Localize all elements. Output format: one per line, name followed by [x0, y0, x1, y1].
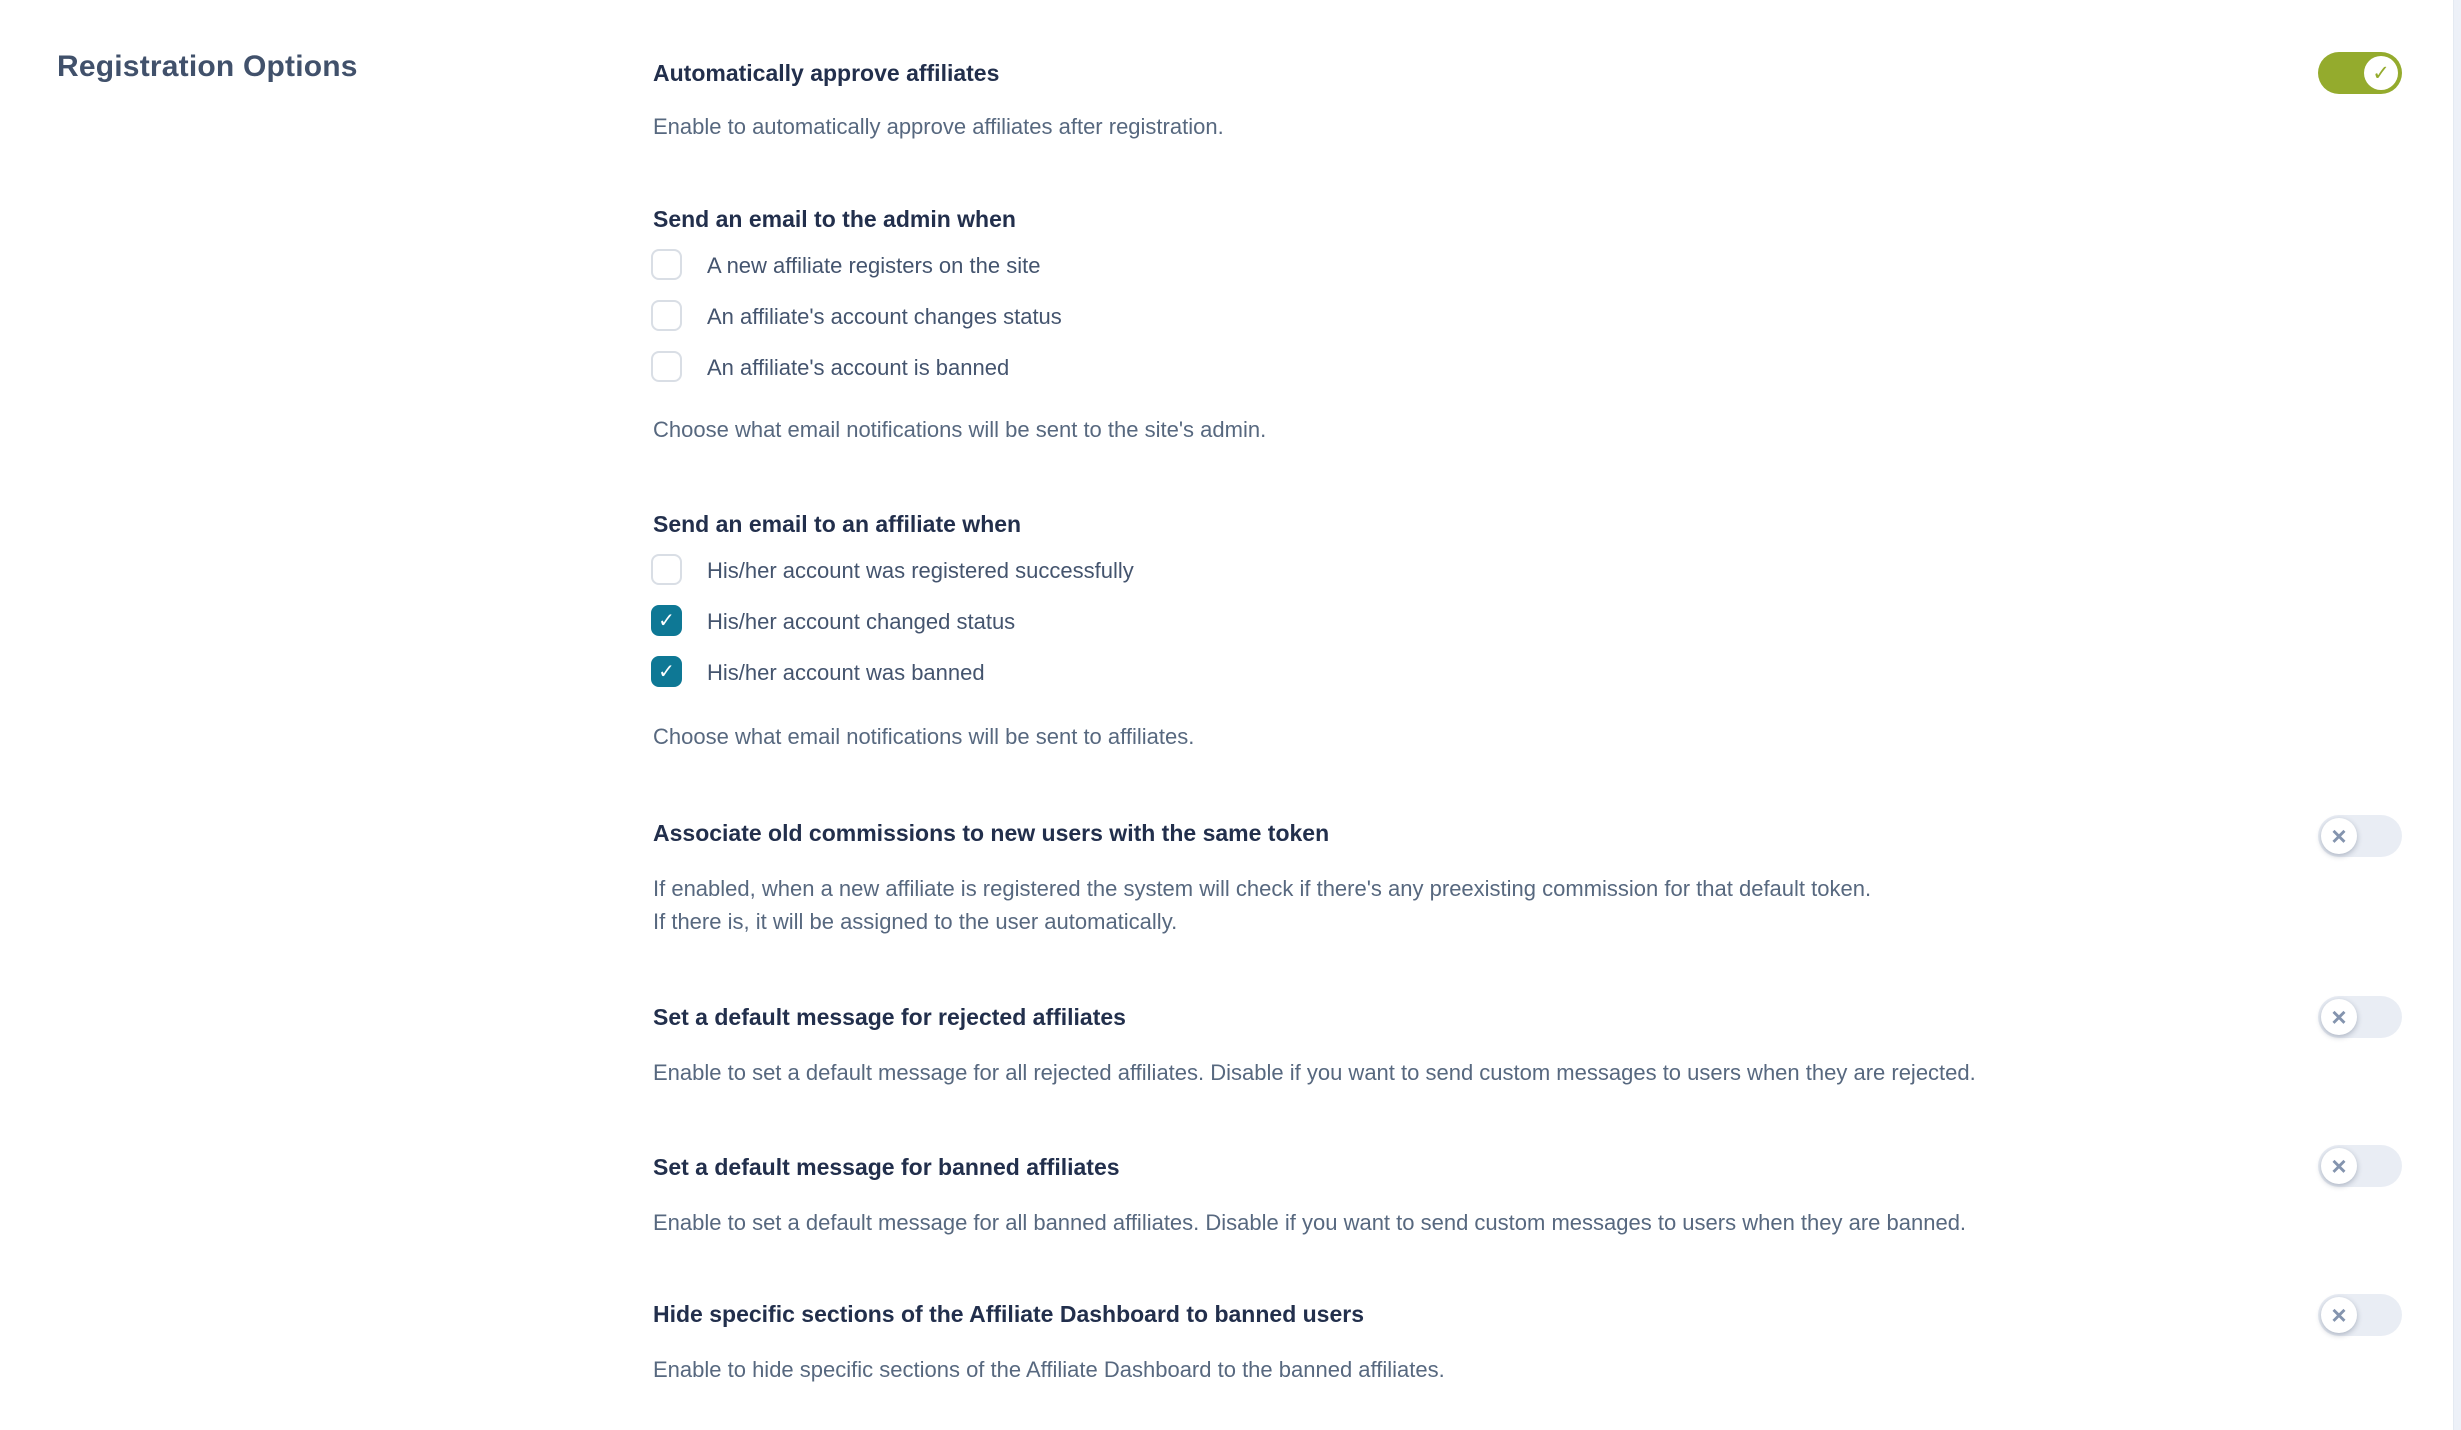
associate-commissions-toggle[interactable] [2318, 815, 2402, 857]
check-icon: ✓ [658, 609, 675, 632]
rejected-message-description: Enable to set a default message for all rejected affiliates. Disable if you want to send custom messages to users when they are rejected. [653, 1060, 1976, 1085]
description-line-1: If enabled, when a new affiliate is registered the system will check if there's any preexisting commission for that default token. [653, 876, 1872, 901]
rejected-message-toggle[interactable] [2318, 996, 2402, 1038]
checkbox-label[interactable]: His/her account was banned [707, 660, 985, 685]
checkbox-account-changes-status[interactable] [651, 300, 682, 331]
associate-commissions-description [653, 872, 1871, 938]
banned-message-title: Set a default message for banned affiliates [653, 1154, 1120, 1180]
toggle-cross-icon: × [2321, 1148, 2357, 1184]
banned-message-toggle[interactable] [2318, 1145, 2402, 1187]
checkbox-changed-status[interactable] [651, 605, 682, 636]
hide-dashboard-title: Hide specific sections of the Affiliate Dashboard to banned users [653, 1301, 1365, 1327]
admin-emails-heading: Send an email to the admin when [653, 206, 1016, 232]
checkbox-registered-successfully[interactable] [651, 554, 682, 585]
checkbox-label[interactable]: An affiliate's account changes status [707, 304, 1062, 329]
hide-dashboard-description: Enable to hide specific sections of the Affiliate Dashboard to the banned affiliates. [653, 1357, 1445, 1382]
toggle-cross-icon: × [2321, 999, 2357, 1035]
check-icon: ✓ [658, 660, 675, 683]
affiliate-emails-heading: Send an email to an affiliate when [653, 511, 1022, 537]
checkbox-account-is-banned[interactable] [651, 351, 682, 382]
checkbox-label[interactable]: His/her account was registered successfully [707, 558, 1134, 583]
rejected-message-title: Set a default message for rejected affiliates [653, 1004, 1126, 1030]
hide-dashboard-toggle[interactable] [2318, 1294, 2402, 1336]
associate-commissions-title: Associate old commissions to new users with the same token [653, 820, 1330, 846]
affiliate-emails-helper: Choose what email notifications will be sent to affiliates. [653, 724, 1195, 749]
checkbox-label[interactable]: An affiliate's account is banned [707, 355, 1010, 380]
admin-emails-helper: Choose what email notifications will be sent to the site's admin. [653, 417, 1267, 442]
banned-message-description: Enable to set a default message for all banned affiliates. Disable if you want to send custom messages to users when they are banned. [653, 1210, 1967, 1235]
checkbox-label[interactable]: His/her account changed status [707, 609, 1016, 634]
checkbox-label[interactable]: A new affiliate registers on the site [707, 253, 1041, 278]
auto-approve-title: Automatically approve affiliates [653, 60, 1000, 86]
page-title: Registration Options [57, 50, 358, 83]
auto-approve-toggle[interactable] [2318, 52, 2402, 94]
toggle-cross-icon: × [2321, 818, 2357, 854]
scrollbar-track[interactable] [2453, 0, 2461, 1430]
toggle-check-icon: ✓ [2364, 56, 2398, 90]
checkbox-was-banned[interactable] [651, 656, 682, 687]
checkbox-new-affiliate-registers[interactable] [651, 249, 682, 280]
toggle-cross-icon: × [2321, 1297, 2357, 1333]
auto-approve-description: Enable to automatically approve affiliates after registration. [653, 114, 1224, 139]
description-line-2: If there is, it will be assigned to the user automatically. [653, 909, 1178, 934]
